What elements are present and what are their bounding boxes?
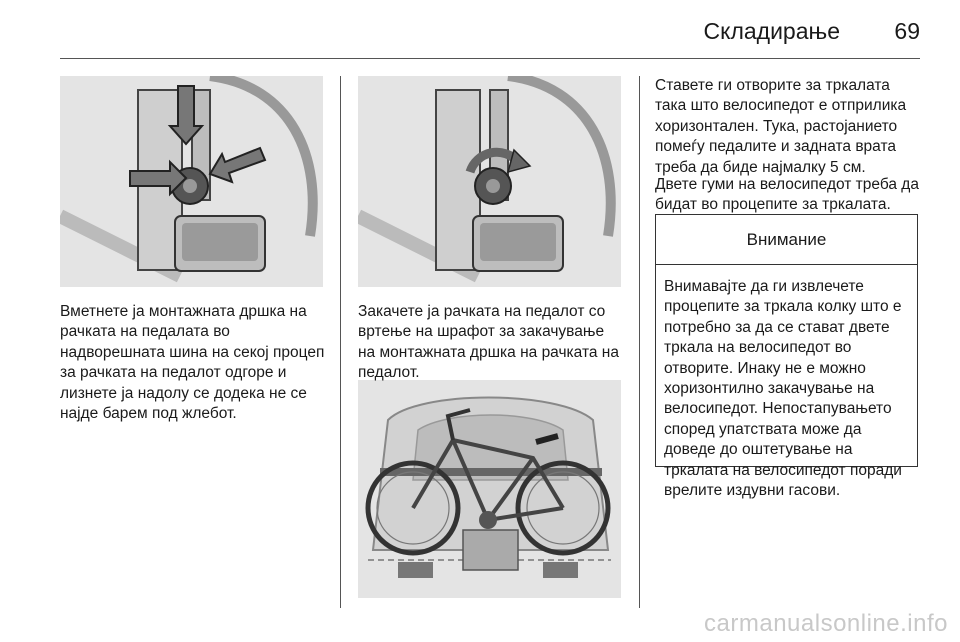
- figure-pedal-screw-tighten: [358, 76, 621, 287]
- page-number: 69: [894, 18, 920, 44]
- caution-box: [655, 214, 918, 500]
- page-header: [60, 0, 920, 62]
- header-rule: [60, 58, 920, 59]
- bicycle-on-rack-illustration: [358, 380, 621, 598]
- page-title: Складирање: [703, 18, 840, 44]
- column-divider-1: [340, 76, 341, 608]
- instruction-position-wheels: Ставете ги отворите за тркалата така што велосипедот е отприлика хоризонтален. Тука, растојанието помеѓу педалите и задната врата треба да биде најмалку 5 см.: [655, 77, 907, 176]
- pedal-screw-tighten-illustration: [358, 76, 621, 287]
- pedal-mount-insert-illustration: [60, 76, 323, 287]
- figure-bicycle-on-rack: [358, 380, 621, 598]
- figure-pedal-mount-insert: [60, 76, 323, 287]
- watermark: carmanualsonline.info: [704, 610, 948, 637]
- instruction-tighten-screw: Закачете ја рачката на педалот со вртење на шрафот за закачување на монтажната дршка на рачката на педалот.: [358, 303, 619, 382]
- column-divider-2: [639, 76, 640, 608]
- caution-text: Внимавајте да ги извлечете процепите за тркала колку што е потребно за да се стават двете тркала на велосипедот во отворите. Инаку не е можно хоризонтилно закачување на велосипедот. Непостапувањето според упатствата може да доведе до оштетување на тркалата на велосипедот поради врелите издувни гасови.: [664, 278, 902, 500]
- instruction-wheels-in-slots: Двете гуми на велосипедот треба да бидат во процепите за тркалата.: [655, 176, 919, 214]
- instruction-insert-mount: Вметнете ја монтажната дршка на рачката на педалата во надворешната шина на секој процеп за рачката на педалот одгоре и лизнете ја надолу се додека не се најде барем под жлебот.: [60, 303, 325, 423]
- caution-title: Внимание: [656, 215, 917, 265]
